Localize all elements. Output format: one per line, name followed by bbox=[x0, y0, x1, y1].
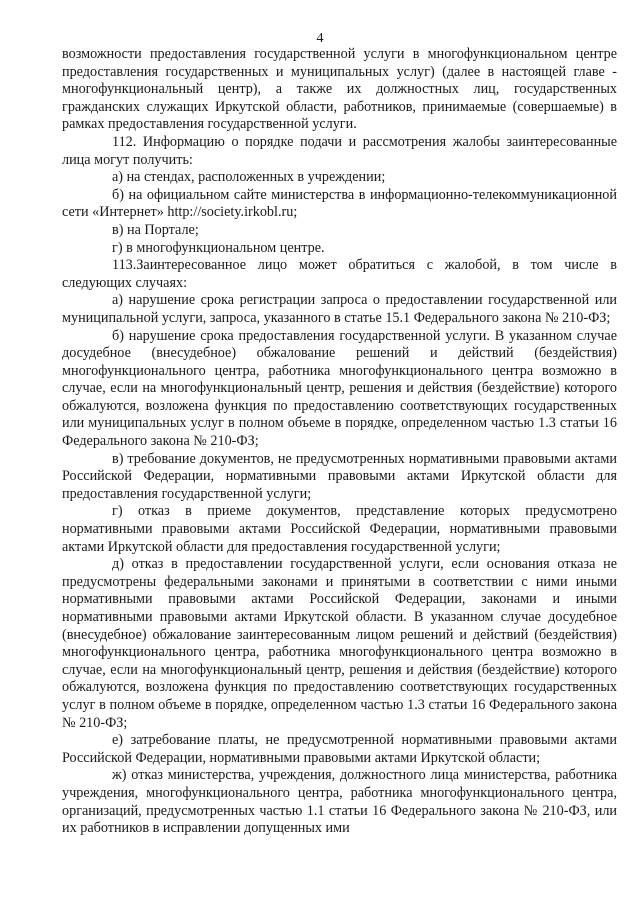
paragraph-113: 113.Заинтересованное лицо может обратиться с жалобой, в том числе в следующих случаях: bbox=[62, 257, 617, 291]
list-item-112-g: г) в многофункциональном центре. bbox=[112, 239, 325, 256]
list-item-112-b: б) на официальном сайте министерства в информационно-телекоммуникационной сети «Интернет» http://society.irkobl.ru; bbox=[62, 186, 617, 221]
list-item-112-a: а) на стендах, расположенных в учреждении; bbox=[112, 169, 386, 186]
body-text bbox=[62, 46, 617, 838]
list-item-113-v: в) требование документов, не предусмотренных нормативными правовыми актами Российской Федерации, нормативными правовыми актами Иркутской области для предоставления государственной услуги; bbox=[62, 450, 617, 502]
list-item-113-a: а) нарушение срока регистрации запроса о предоставлении государственной или муниципальной услуги, запроса, указанного в статье 15.1 Федерального закона № 210-ФЗ; bbox=[62, 292, 617, 326]
list-item-112-v: в) на Портале; bbox=[112, 221, 199, 238]
list-item-113-zh: ж) отказ министерства, учреждения, должностного лица министерства, работника учреждения, многофункционального центра, работника многофункционального центра, организаций, предусмотренных частью 1.1 статьи 16 Федерального закона № 210-ФЗ, или их работников в исправлении допущенных ими bbox=[62, 767, 617, 837]
paragraph-112: 112. Информацию о порядке подачи и рассмотрения жалобы заинтересованные лица могут получить: bbox=[62, 133, 617, 168]
list-item-113-e: е) затребование платы, не предусмотренной нормативными правовыми актами Российской Федерации, нормативными правовыми актами Иркутской области; bbox=[62, 732, 617, 766]
list-item-113-g: г) отказ в приеме документов, представление которых предусмотрено нормативными правовыми актами Российской Федерации, нормативными правовыми актами Иркутской области для предоставления государственной услуги; bbox=[62, 503, 617, 555]
paragraph-continuation: возможности предоставления государственной услуги в многофункциональном центре предоставления государственных и муниципальных услуг) (далее в настоящей главе - многофункциональный центр), а также их должностных лиц, государственных гражданских служащих Иркутской области, работников, принимаемые (совершаемые) в рамках предоставления государственной услуги. bbox=[62, 46, 617, 133]
list-item-113-d: д) отказ в предоставлении государственной услуги, если основания отказа не предусмотрены федеральными законами и принятыми в соответствии с ними иными нормативными правовыми актами Российской Федерации, законами и иными нормативными правовыми актами Иркутской области. В указанном случае досудебное (внесудебное) обжалование заинтересованным лицом решений и действий (бездействия) многофункционального центра, работника многофункционального центра возможно в случае, если на многофункциональный центр, решения и действия (бездействие) которого обжалуются, возложена функция по предоставлению соответствующих государственных услуг в полном объеме в порядке, определенном частью 1.3 статьи 16 Федерального закона № 210-ФЗ; bbox=[62, 556, 617, 731]
list-item-113-b: б) нарушение срока предоставления государственной услуги. В указанном случае досудебное (внесудебное) обжалование решений и действий (бездействия) многофункционального центра, работника многофункционального центра возможно в случае, если на многофункциональный центр, решения и действия (бездействие) которого обжалуются, возложена функция по предоставлению соответствующих государственных или муниципальных услуг в полном объеме в порядке, определенном частью 1.3 статьи 16 Федерального закона № 210-ФЗ; bbox=[62, 327, 617, 450]
page-number: 4 bbox=[316, 31, 324, 46]
